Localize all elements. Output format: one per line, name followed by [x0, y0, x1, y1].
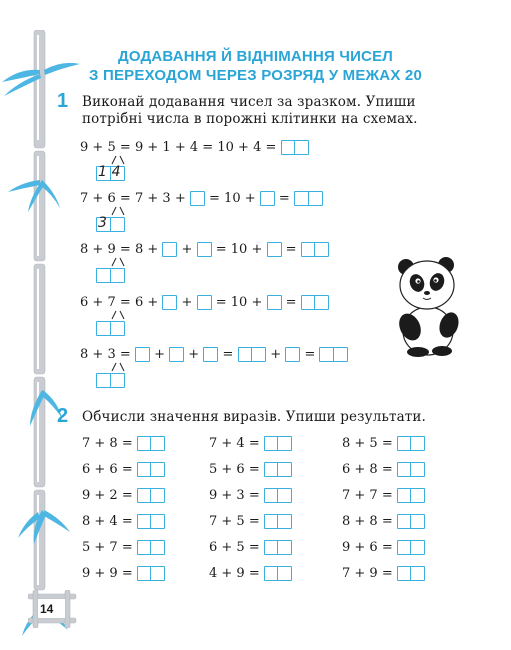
answer-box[interactable]	[267, 295, 282, 310]
expression-item	[82, 565, 165, 582]
operator: +	[147, 140, 159, 155]
expression-item	[342, 513, 425, 530]
split-boxes-row-5	[96, 370, 125, 389]
task-2-instruction: Обчисли значення виразів. Упиши результати.	[82, 409, 427, 425]
expression-text: 7 + 7 =	[342, 488, 393, 503]
expression-item	[342, 487, 425, 504]
answer-box[interactable]	[397, 436, 426, 451]
answer-box[interactable]	[264, 436, 293, 451]
answer-box[interactable]	[137, 540, 166, 555]
answer-box[interactable]	[203, 347, 218, 362]
split-boxes-row-3	[96, 265, 125, 284]
operator: =	[202, 140, 214, 155]
operand: 4	[189, 140, 199, 155]
expression-item	[342, 461, 425, 478]
split-box[interactable]	[110, 373, 125, 388]
split-boxes-row-4	[96, 318, 125, 337]
answer-box[interactable]	[137, 436, 166, 451]
expression-item	[82, 487, 165, 504]
answer-box[interactable]	[319, 347, 348, 362]
task-2-number: 2	[57, 405, 69, 427]
expression-text: 5 + 6 =	[209, 462, 260, 477]
panda-illustration	[392, 255, 464, 357]
expression-item	[209, 539, 292, 556]
expression-item	[209, 513, 292, 530]
page-number: 14	[40, 602, 54, 616]
answer-box[interactable]	[397, 540, 426, 555]
task-1-number: 1	[57, 90, 69, 112]
answer-box[interactable]	[397, 514, 426, 529]
answer-box[interactable]	[169, 347, 184, 362]
answer-box[interactable]	[285, 347, 300, 362]
task-1-row-1	[80, 139, 309, 156]
expression-text: 9 + 2 =	[82, 488, 133, 503]
page-title-line-1: ДОДАВАННЯ Й ВІДНІМАННЯ ЧИСЕЛ	[117, 48, 394, 65]
answer-box[interactable]	[281, 140, 310, 155]
operand: 10	[217, 140, 234, 155]
expression-item	[342, 539, 425, 556]
task-1-row-5: 8 + 3 = + + = + =	[80, 346, 348, 363]
expression-item	[82, 461, 165, 478]
split-boxes-row-1	[96, 163, 125, 182]
answer-box[interactable]	[264, 462, 293, 477]
operator: +	[174, 140, 186, 155]
expression-item	[209, 435, 292, 452]
expression-text: 6 + 8 =	[342, 462, 393, 477]
answer-box[interactable]	[137, 462, 166, 477]
expression-text: 9 + 6 =	[342, 540, 393, 555]
expression-text: 8 + 5 =	[342, 436, 393, 451]
expression-text: 7 + 4 =	[209, 436, 260, 451]
task-1-row-4: 6 + 7 = 6 + + = 10 + =	[80, 294, 329, 311]
answer-box[interactable]	[137, 488, 166, 503]
expression-item	[82, 539, 165, 556]
split-box[interactable]	[110, 217, 125, 232]
split-box[interactable]: 4	[110, 166, 125, 181]
answer-box[interactable]	[267, 242, 282, 257]
split-box[interactable]	[96, 321, 111, 336]
expression-text: 7 + 9 =	[342, 566, 393, 581]
split-box[interactable]: 3	[96, 217, 111, 232]
expression-text: 9 + 3 =	[209, 488, 260, 503]
answer-box[interactable]	[397, 488, 426, 503]
answer-box[interactable]	[162, 295, 177, 310]
answer-box[interactable]	[197, 295, 212, 310]
answer-box[interactable]	[264, 514, 293, 529]
answer-box[interactable]	[238, 347, 267, 362]
answer-box[interactable]	[264, 540, 293, 555]
expression-text: 6 + 6 =	[82, 462, 133, 477]
expression-text: 9 + 9 =	[82, 566, 133, 581]
expression-text: 7 + 8 =	[82, 436, 133, 451]
operand: 4	[253, 140, 262, 155]
answer-box[interactable]	[162, 242, 177, 257]
expression-text: 6 + 5 =	[209, 540, 260, 555]
answer-box[interactable]	[294, 191, 323, 206]
operand: 1	[162, 140, 171, 155]
split-box[interactable]: 1	[96, 166, 111, 181]
operator: =	[119, 140, 131, 155]
task-1-instruction-line-2: потрібні числа в порожні клітинки на схемах.	[82, 111, 418, 127]
answer-box[interactable]	[197, 242, 212, 257]
operator: =	[265, 140, 277, 155]
answer-box[interactable]	[397, 566, 426, 581]
page-title-line-2: З ПЕРЕХОДОМ ЧЕРЕЗ РОЗРЯД У МЕЖАХ 20	[89, 67, 422, 84]
split-box[interactable]	[110, 321, 125, 336]
expression-text: 8 + 8 =	[342, 514, 393, 529]
expression-item	[209, 565, 292, 582]
answer-box[interactable]	[397, 462, 426, 477]
operand: 9	[80, 140, 89, 155]
answer-box[interactable]	[137, 514, 166, 529]
operator: +	[238, 140, 249, 155]
answer-box[interactable]	[135, 347, 150, 362]
split-box[interactable]	[96, 268, 111, 283]
answer-box[interactable]	[301, 295, 330, 310]
split-box[interactable]	[110, 268, 125, 283]
answer-box[interactable]	[260, 191, 275, 206]
operand: 9	[134, 140, 144, 155]
expression-text: 8 + 4 =	[82, 514, 133, 529]
split-box[interactable]	[96, 373, 111, 388]
answer-box[interactable]	[264, 566, 293, 581]
answer-box[interactable]	[301, 242, 330, 257]
expression-text: 4 + 9 =	[209, 566, 260, 581]
expression-item	[209, 487, 292, 504]
expression-item	[342, 435, 425, 452]
operand: 5	[107, 140, 116, 155]
expression-text: 5 + 7 =	[82, 540, 133, 555]
task-1-row-3: 8 + 9 = 8 + + = 10 + =	[80, 241, 329, 258]
task-1-row-2: 7 + 6 = 7 + 3 + = 10 + =	[80, 190, 323, 207]
expression-item	[342, 565, 425, 582]
bamboo-decoration	[0, 30, 90, 650]
expression-item	[82, 513, 165, 530]
split-boxes-row-2	[96, 214, 125, 233]
expression-item	[209, 461, 292, 478]
answer-box[interactable]	[137, 566, 166, 581]
task-1-instruction-line-1: Виконай додавання чисел за зразком. Упиши	[82, 94, 416, 110]
expression-text: 7 + 5 =	[209, 514, 260, 529]
operator: +	[92, 140, 104, 155]
answer-box[interactable]	[190, 191, 205, 206]
expression-item	[82, 435, 165, 452]
answer-box[interactable]	[264, 488, 293, 503]
